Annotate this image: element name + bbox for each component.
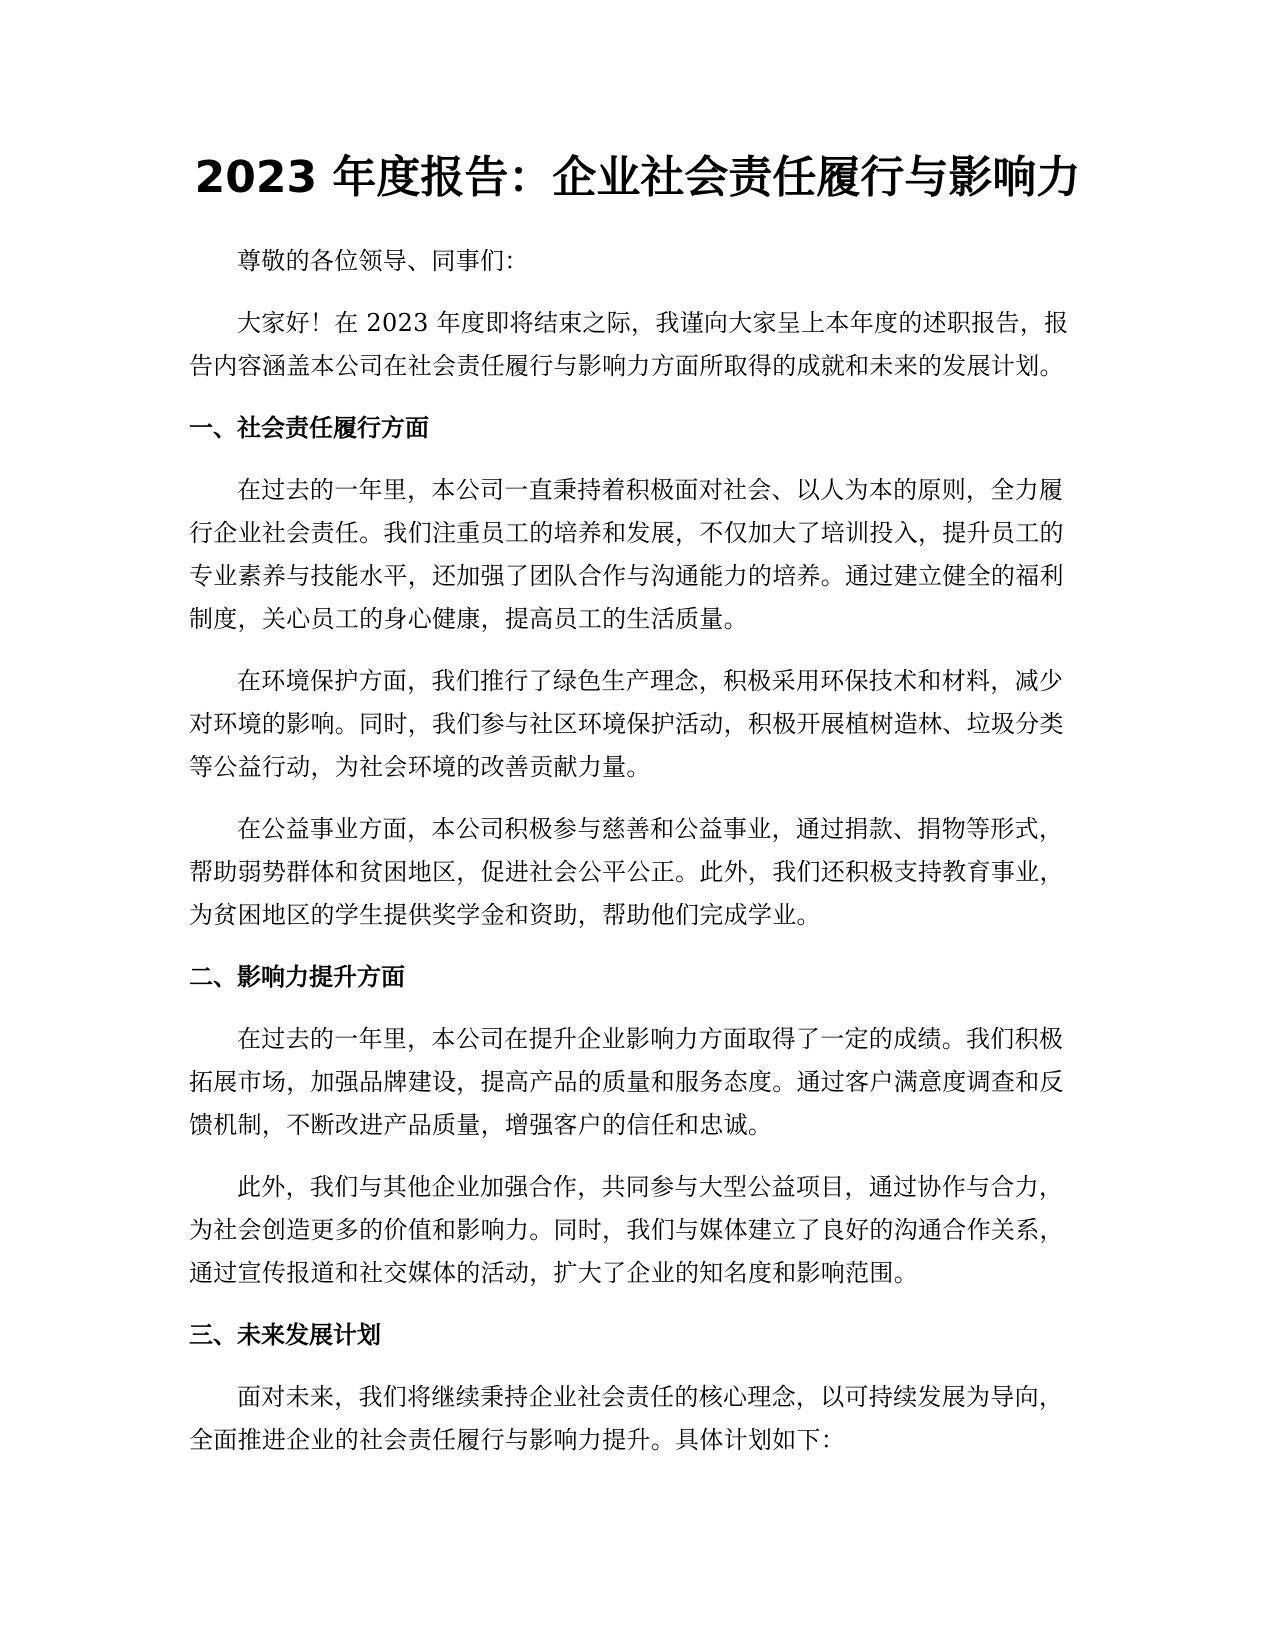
document-title: 2023 年度报告：企业社会责任履行与影响力 [194,152,1081,203]
document-body [189,240,1086,1481]
paragraph: 在公益事业方面，本公司积极参与慈善和公益事业，通过捐款、捐物等形式，帮助弱势群体和贫困地区，促进社会公平公正。此外，我们还积极支持教育事业，为贫困地区的学生提供奖学金和资助，帮助他们完成学业。 [189,815,1064,929]
paragraph: 在过去的一年里，本公司在提升企业影响力方面取得了一定的成绩。我们积极拓展市场，加强品牌建设，提高产品的质量和服务态度。通过客户满意度调查和反馈机制，不断改进产品质量，增强客户的信任和忠诚。 [189,1025,1064,1139]
paragraph: 在环境保护方面，我们推行了绿色生产理念，积极采用环保技术和材料，减少对环境的影响。同时，我们参与社区环境保护活动，积极开展植树造林、垃圾分类等公益行动，为社会环境的改善贡献力量。 [189,667,1064,781]
greeting-paragraph: 尊敬的各位领导、同事们： [237,247,529,275]
section-heading-csr: 一、社会责任履行方面 [189,414,429,442]
section-heading-influence: 二、影响力提升方面 [189,963,405,991]
section-heading-future-plan: 三、未来发展计划 [189,1321,381,1349]
paragraph: 在过去的一年里，本公司一直秉持着积极面对社会、以人为本的原则，全力履行企业社会责任。我们注重员工的培养和发展，不仅加大了培训投入，提升员工的专业素养与技能水平，还加强了团队合作与沟通能力的培养。通过建立健全的福利制度，关心员工的身心健康，提高员工的生活质量。 [189,476,1064,633]
paragraph: 此外，我们与其他企业加强合作，共同参与大型公益项目，通过协作与合力，为社会创造更多的价值和影响力。同时，我们与媒体建立了良好的沟通合作关系，通过宣传报道和社交媒体的活动，扩大了企业的知名度和影响范围。 [189,1173,1064,1287]
intro-paragraph: 大家好！在 2023 年度即将结束之际，我谨向大家呈上本年度的述职报告，报告内容涵盖本公司在社会责任履行与影响力方面所取得的成就和未来的发展计划。 [189,309,1069,380]
paragraph: 面对未来，我们将继续秉持企业社会责任的核心理念，以可持续发展为导向，全面推进企业的社会责任履行与影响力提升。具体计划如下： [189,1383,1064,1454]
